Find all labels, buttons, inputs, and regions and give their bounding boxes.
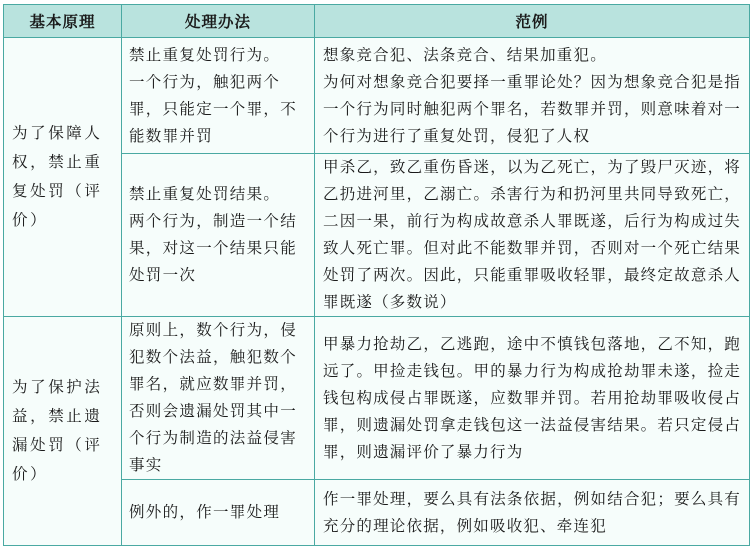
table-row: [4, 317, 750, 480]
table-row: [4, 38, 750, 154]
example-cell-robbery: 甲暴力抢劫乙，乙逃跑，途中不慎钱包落地，乙不知，跑远了。甲捡走钱包。甲的暴力行为构成抢劫罪未遂，捡走钱包构成侵占罪既遂，应数罪并罚。若用抢劫罪吸收侵占罪，则遗漏处罚拿走钱包这一法益侵害结果。若只定侵占罪，则遗漏评价了暴力行为: [315, 317, 750, 480]
method-text: 一个行为，触犯两个罪，只能定一个罪，不能数罪并罚: [129, 72, 298, 145]
example-cell-drowning: 甲杀乙，致乙重伤昏迷，以为乙死亡，为了毁尸灭迹，将乙扔进河里，乙溺亡。杀害行为和扔河里共同导致死亡，二因一果，前行为构成故意杀人罪既遂，后行为构成过失致人死亡罪。但对此不能数罪并罚，否则对一个死亡结果处罚了两次。因此，只能重罪吸收轻罪，最终定故意杀人罪既遂（多数说）: [315, 154, 750, 317]
principle-cell-legal-interest: 为了保护法益，禁止遗漏处罚（评价）: [4, 317, 122, 546]
header-example: 范例: [315, 5, 750, 38]
example-cell-single-crime: 作一罪处理，要么具有法条依据，例如结合犯；要么具有充分的理论依据，例如吸收犯、牵连犯: [315, 480, 750, 546]
method-cell-exception: 例外的，作一罪处理: [122, 480, 315, 546]
principles-table: [3, 4, 750, 546]
method-title: 禁止重复处罚行为。: [129, 45, 281, 64]
method-cell-repeat-result: [122, 154, 315, 317]
method-cell-repeat-act: [122, 38, 315, 154]
method-cell-combined-punishment: 原则上，数个行为，侵犯数个法益，触犯数个罪名，就应数罪并罚，否则会遗漏处罚其中一个行为制造的法益侵害事实: [122, 317, 315, 480]
method-text: 两个行为，制造一个结果，对这一个结果只能处罚一次: [129, 212, 298, 284]
principle-cell-human-rights: 为了保障人权，禁止重复处罚（评价）: [4, 38, 122, 317]
example-cell-concurrence: [315, 38, 750, 154]
header-principle: 基本原理: [4, 5, 122, 38]
header-method: 处理办法: [122, 5, 315, 38]
example-title: 想象竞合犯、法条竞合、结果加重犯。: [323, 45, 607, 64]
example-text: 为何对想象竞合犯要择一重罪论处？因为想象竞合犯是指一个行为同时触犯两个罪名，若数罪并罚，则意味着对一个行为进行了重复处罚，侵犯了人权: [323, 72, 741, 145]
method-title: 禁止重复处罚结果。: [129, 185, 281, 203]
header-row: [4, 5, 750, 38]
